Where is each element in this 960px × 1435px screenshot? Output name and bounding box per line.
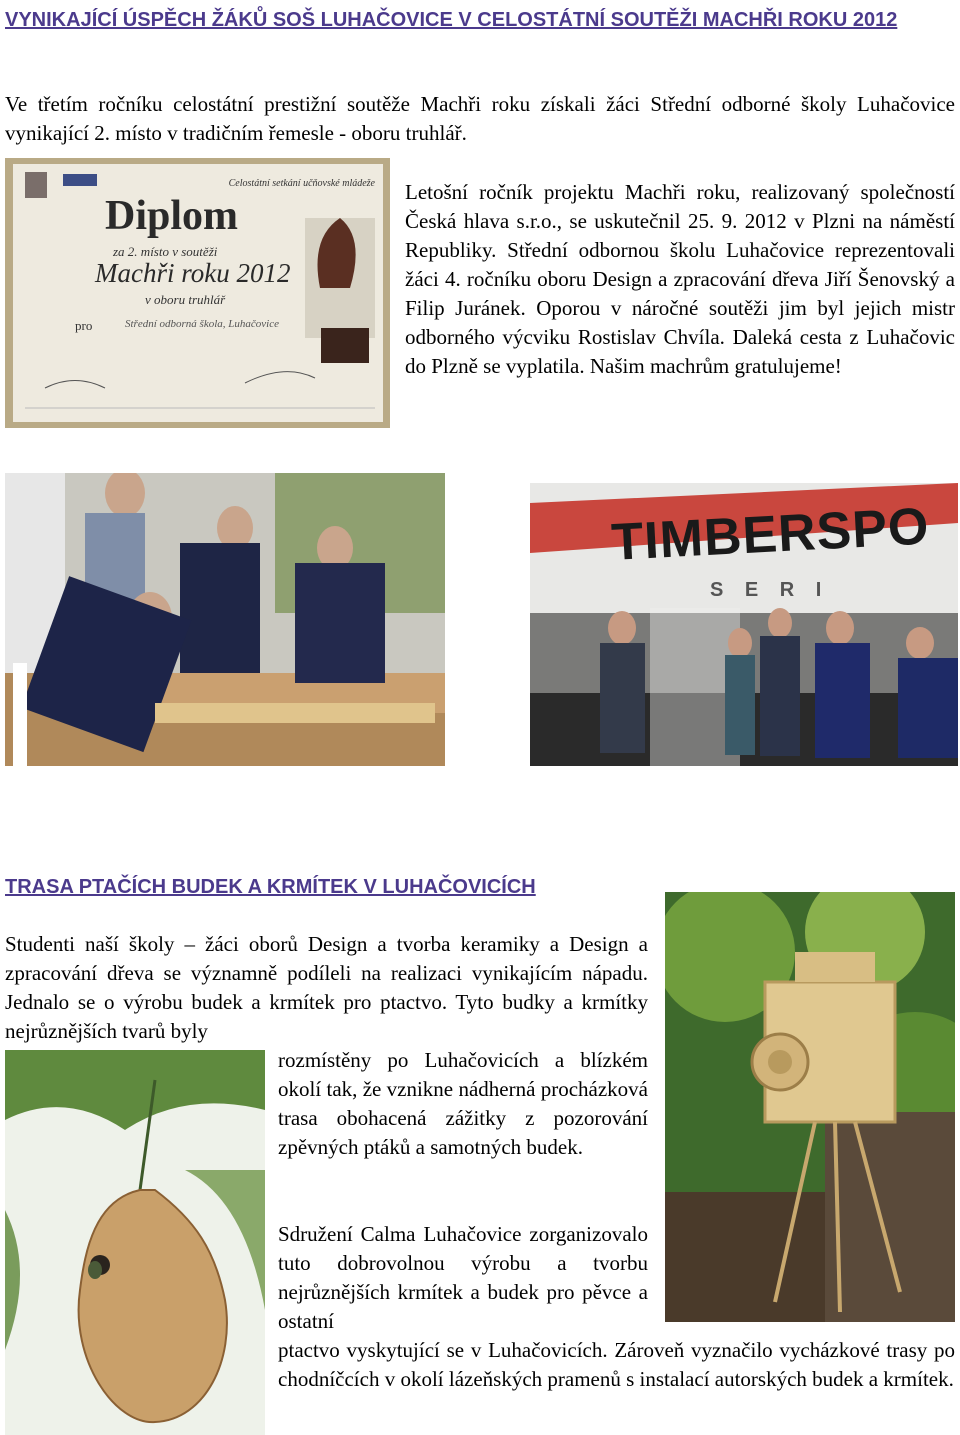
article-intro: Ve třetím ročníku celostátní prestižní soutěže Machři roku získali žáci Střední odborné školy Luhačovice vynikající 2. místo v tradičním řemesle - oboru truhlář. — [5, 92, 955, 145]
camera-feeder-photo — [665, 892, 955, 1322]
diploma-small-text: Celostátní setkání učňovské mládeže — [228, 178, 375, 189]
article2-para2-bottom: ptactvo vyskytující se v Luhačovicích. Zároveň vyznačilo vycházkové trasy po chodníčcích v okolí lázeňských pramenů s instalací autorských budek a krmítek. — [278, 1338, 955, 1391]
pear-birdhouse-photo — [5, 1050, 265, 1435]
article2-para2-top: Sdružení Calma Luhačovice zorganizovalo tuto dobrovolnou výrobu a tvorbu nejrůznějších krmítek a budek pro pěvce a ostatní — [278, 1222, 648, 1333]
diploma-photo — [5, 158, 390, 428]
diploma-line2: Machři roku 2012 — [95, 258, 291, 288]
article-body-machri: Letošní ročník projektu Machři roku, realizovaný společností Česká hlava s.r.o., se uskutečnil 25. 9. 2012 v Plzni na náměstí Republiky. Střední odbornou školu Luhačovice reprezentovali žáci 4. ročníku oboru Design a zpracování dřeva Jiří Šenovský a Filip Juránek. Oporou v náročné soutěži jim byl jejich mistr odborného výcviku Rostislav Chvíla. Daleká cesta z Luhačovic do Plzně se vyplatila. Našim machrům gratulujeme! — [405, 180, 955, 378]
diploma-line1: za 2. místo v soutěži — [113, 244, 218, 259]
diploma-title: Diplom — [105, 193, 239, 239]
workshop-photo — [5, 473, 445, 766]
timbersports-banner-text: TIMBERSPO — [610, 497, 931, 572]
timbersports-banner-sub: S E R I — [710, 579, 830, 601]
article-heading-machri: VYNIKAJÍCÍ ÚSPĚCH ŽÁKŮ SOŠ LUHAČOVICE V CELOSTÁTNÍ SOUTĚŽI MACHŘI ROKU 2012 — [5, 9, 898, 31]
article-heading-trasa: TRASA PTAČÍCH BUDEK A KRMÍTEK V LUHAČOVICÍCH — [5, 876, 536, 898]
timbersports-stage-photo — [530, 483, 958, 766]
article2-para1-full: Studenti naší školy – žáci oborů Design a tvorba keramiky a Design a zpracování dřeva se významně podíleli na realizaci vynikajícím nápadu. Jednalo se o výrobu budek a krmítek pro ptactvo. Tyto budky a krmítky nejrůznějších tvarů byly — [5, 932, 648, 1043]
diploma-pro-value: Střední odborná škola, Luhačovice — [125, 318, 279, 330]
diploma-pro-label: pro — [75, 318, 93, 333]
article2-para1-right: rozmístěny po Luhačovicích a blízkém okolí tak, že vznikne nádherná procházková trasa obohacená zážitky z pozorování zpěvných ptáků a samotných budek. — [278, 1048, 648, 1159]
diploma-line3: v oboru truhlář — [145, 292, 226, 307]
